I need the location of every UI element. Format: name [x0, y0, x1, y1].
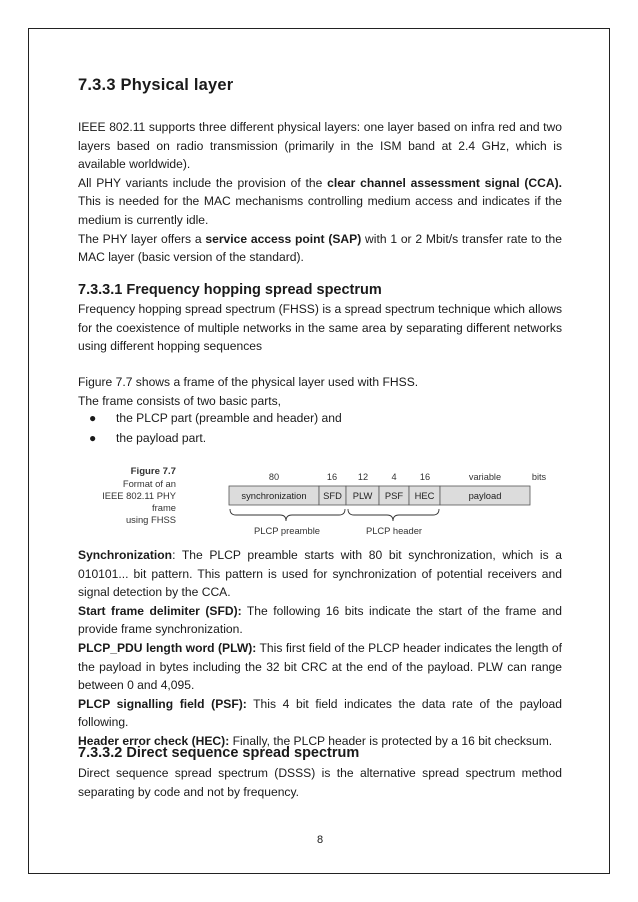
bit-count-sync: 80: [268, 472, 280, 482]
text-run: with 1 or 2 Mbit/s transfer rate to the MAC layer (basic version of the standard).: [78, 231, 562, 265]
bit-count-sfd: 16: [326, 472, 338, 482]
field-label-payload: payload: [468, 490, 502, 501]
paragraph-plw: [78, 639, 562, 695]
list-item-text: the PLCP part (preamble and header) and: [116, 411, 342, 425]
bullet-icon: ●: [89, 411, 97, 425]
paragraph-sfd: [78, 602, 562, 639]
figure-caption-line: using FHSS: [125, 514, 176, 525]
figure-label: Figure 7.7: [130, 466, 176, 477]
fhss-intro: [78, 300, 562, 356]
text-run: : The PLCP preamble starts with 80 bit synchronization, which is a 010101... bit pattern. This pattern is used for synchronization of potential receivers and signal detection by the CCA.: [78, 548, 562, 600]
frame-parts-list: [78, 408, 562, 448]
dsss-intro: [78, 764, 562, 801]
figure-caption-line: Format of an: [122, 478, 176, 489]
paragraph-psf: [78, 695, 562, 732]
term-plw: PLCP_PDU length word (PLW):: [78, 640, 257, 655]
text-run: The PHY layer offers a: [78, 231, 206, 246]
term-synchronization: Synchronization: [78, 548, 173, 562]
paragraph-figure-ref: Figure 7.7 shows a frame of the physical layer used with FHSS.: [78, 375, 419, 389]
bit-count-psf: 4: [391, 472, 397, 482]
bit-count-hec: 16: [419, 472, 431, 482]
bit-count-payload: variable: [468, 472, 502, 482]
section-intro: [78, 118, 562, 267]
field-label-sfd: SFD: [323, 490, 342, 501]
term-sfd: Start frame delimiter (SFD):: [78, 603, 242, 618]
field-label-plw: PLW: [352, 490, 373, 501]
page-number: 8: [316, 834, 324, 846]
bit-count-plw: 12: [357, 472, 369, 482]
paragraph-fhss: Frequency hopping spread spectrum (FHSS) is a spread spectrum technique which allows for the coexistence of multiple networks in the same area by separating different networks using different hopping sequences: [78, 302, 562, 354]
text-run: The following 16 bits indicate the start of the frame and provide frame synchronization.: [78, 603, 562, 637]
text-run: Finally, the PLCP header is protected by a 16 bit checksum.: [229, 733, 553, 748]
paragraph-sap: [78, 230, 562, 267]
bold-term-sap: service access point (SAP): [205, 231, 362, 246]
bold-term-cca: clear channel assessment signal (CCA).: [327, 175, 563, 190]
frame-diagram: [78, 466, 562, 544]
field-label-psf: PSF: [384, 490, 404, 501]
text-run: All PHY variants include the provision of the: [78, 175, 328, 190]
text-run: This 4 bit field indicates the data rate of the payload following.: [78, 696, 562, 730]
term-psf: PLCP signalling field (PSF):: [78, 696, 247, 711]
brace-preamble: [230, 509, 345, 521]
bullet-icon: ●: [89, 431, 97, 445]
bits-unit-label: bits: [531, 472, 547, 482]
field-label-hec: HEC: [414, 490, 435, 501]
dsss-heading: 7.3.3.2 Direct sequence spread spectrum: [78, 745, 360, 761]
list-item-text: the payload part.: [116, 431, 207, 445]
figure-caption-line: IEEE 802.11 PHY frame: [102, 490, 176, 513]
paragraph-frame-parts: The frame consists of two basic parts,: [78, 393, 281, 408]
brace-header: [348, 509, 439, 521]
paragraph-synchronization: [78, 546, 562, 602]
paragraph-phy-layers: IEEE 802.11 supports three different physical layers: one layer based on infra red and two layers based on radio transmission (primarily in the ISM band at 2.4 GHz, which is available worldwide).: [78, 120, 562, 172]
field-descriptions: [78, 546, 562, 751]
text-run: This is needed for the MAC mechanisms controlling medium access and indicates if the medium is currently idle.: [78, 194, 562, 227]
paragraph-cca: [78, 174, 562, 230]
section-title: 7.3.3 Physical layer: [78, 76, 234, 94]
field-label-sync: synchronization: [241, 490, 307, 501]
figure-frame-format: [78, 466, 562, 544]
group-label-header: PLCP header: [365, 525, 423, 536]
term-hec: Header error check (HEC):: [78, 733, 230, 748]
list-item: [78, 428, 562, 448]
group-label-preamble: PLCP preamble: [253, 525, 321, 536]
paragraph-dsss: Direct sequence spread spectrum (DSSS) is the alternative spread spectrum method separating by code and not by frequency.: [78, 766, 562, 799]
fhss-frame-intro: [78, 373, 562, 410]
list-item: [78, 408, 562, 428]
text-run: This first field of the PLCP header indicates the length of the payload in bytes including the 32 bit CRC at the end of the payload. PLW can range between 0 and 4,095.: [78, 640, 562, 693]
fhss-heading: 7.3.3.1 Frequency hopping spread spectrum: [78, 282, 382, 298]
